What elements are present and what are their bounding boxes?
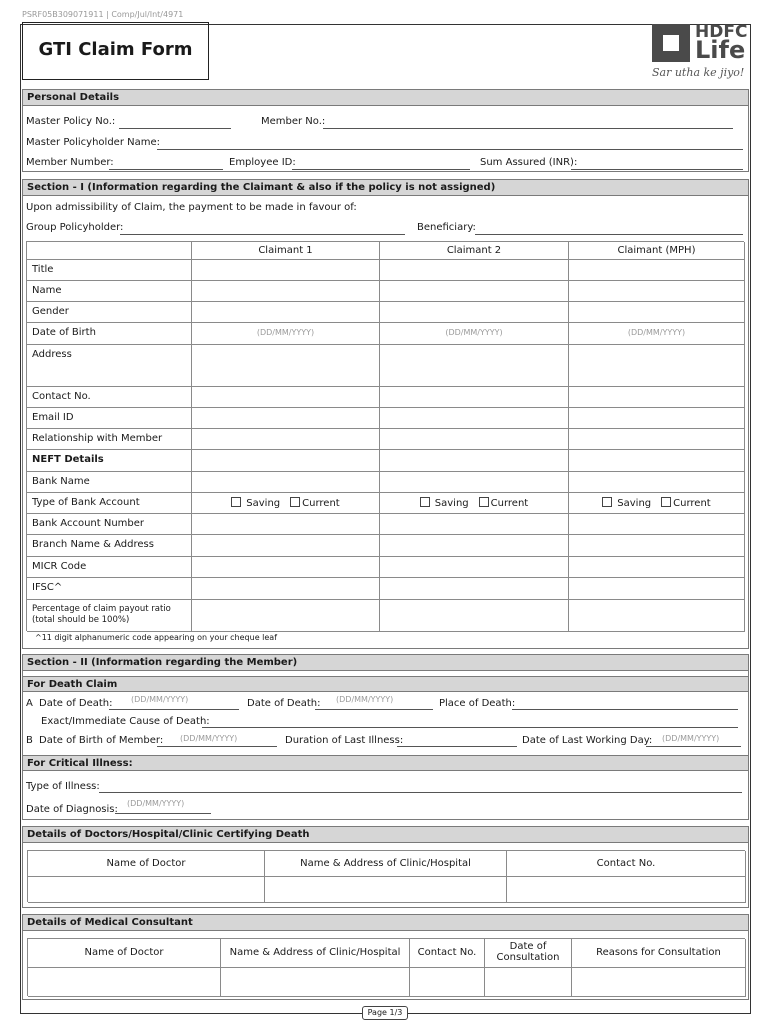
col-claimant-mph: Claimant (MPH) <box>569 242 745 260</box>
claimant-2-gender-cell[interactable] <box>380 302 569 323</box>
last-working-label: Date of Last Working Day: <box>522 735 653 746</box>
row-micr: MICR Code <box>27 557 192 578</box>
medical-clinic-field[interactable] <box>221 968 410 997</box>
cause-label: Exact/Immediate Cause of Death: <box>41 716 210 727</box>
current-checkbox[interactable] <box>661 497 671 507</box>
date-diagnosis-field[interactable] <box>115 813 211 814</box>
date-diagnosis-label: Date of Diagnosis: <box>26 804 118 815</box>
current-label: Current <box>673 498 711 509</box>
medical-heading: Details of Medical Consultant <box>23 915 748 931</box>
saving-label: Saving <box>434 498 469 509</box>
claimant-3-branch-cell[interactable] <box>569 535 745 557</box>
section-1-heading: Section - I (Information regarding the Claimant & also if the policy is not assigned) <box>23 180 748 196</box>
doctors-clinic-field[interactable] <box>265 877 507 903</box>
b-label: B <box>26 735 33 746</box>
section-1-intro: Upon admissibility of Claim, the payment to be made in favour of: <box>26 202 357 213</box>
claimant-3-micr-cell[interactable] <box>569 557 745 578</box>
master-policyholder-label: Master Policyholder Name: <box>26 137 160 148</box>
member-number-label: Member Number: <box>26 157 114 168</box>
claimant-3-account-type-cell <box>569 493 745 514</box>
date-of-death-b-placeholder: (DD/MM/YYYY) <box>336 695 394 704</box>
a-label: A <box>26 698 33 709</box>
row-neft: NEFT Details <box>27 450 192 472</box>
payout-ratio-line2: (total should be 100%) <box>32 615 130 625</box>
title-box <box>22 22 209 80</box>
medical-col-reasons: Reasons for Consultation <box>572 939 746 968</box>
claimant-1-neft-cell[interactable] <box>192 450 380 472</box>
doctors-heading: Details of Doctors/Hospital/Clinic Certifying Death <box>23 827 748 843</box>
saving-checkbox[interactable] <box>231 497 241 507</box>
claimant-3-dob-cell[interactable] <box>569 323 745 345</box>
date-of-death-a-field[interactable] <box>109 709 239 710</box>
medical-col-clinic: Name & Address of Clinic/Hospital <box>221 939 410 968</box>
document-code: PSRF05B309071911 | Comp/Jul/Int/4971 <box>22 10 184 19</box>
logo-line2: Life <box>695 36 746 64</box>
row-bank-name: Bank Name <box>27 472 192 493</box>
master-policyholder-field[interactable] <box>157 149 743 150</box>
claimant-2-ifsc-cell[interactable] <box>380 578 569 600</box>
claimant-1-micr-cell[interactable] <box>192 557 380 578</box>
logo-tagline: Sar utha ke jiyo! <box>652 66 745 79</box>
medical-col-contact: Contact No. <box>410 939 485 968</box>
row-address: Address <box>27 345 192 387</box>
type-illness-label: Type of Illness: <box>26 781 100 792</box>
claimant-1-title-cell[interactable] <box>192 260 380 281</box>
group-policyholder-label: Group Policyholder: <box>26 222 124 233</box>
claimant-3-bank-name-cell[interactable] <box>569 472 745 493</box>
claimant-2-address-cell[interactable] <box>380 345 569 387</box>
payout-ratio-line1: Percentage of claim payout ratio <box>32 604 171 614</box>
claimant-2-account-number-cell[interactable] <box>380 514 569 535</box>
doctors-contact-field[interactable] <box>507 877 746 903</box>
type-illness-field[interactable] <box>99 792 742 793</box>
claimant-1-payout-ratio-cell[interactable] <box>192 600 380 632</box>
employee-id-field[interactable] <box>292 169 470 170</box>
claimant-1-bank-name-cell[interactable] <box>192 472 380 493</box>
row-branch: Branch Name & Address <box>27 535 192 557</box>
medical-name-field[interactable] <box>28 968 221 997</box>
current-label: Current <box>490 498 529 509</box>
date-of-death-b-field[interactable] <box>315 709 433 710</box>
dob-member-placeholder: (DD/MM/YYYY) <box>180 734 238 743</box>
claimant-2-payout-ratio-cell[interactable] <box>380 600 569 632</box>
medical-col-date <box>485 939 572 968</box>
personal-details-section <box>22 89 749 172</box>
claimant-3-title-cell[interactable] <box>569 260 745 281</box>
date-of-death-b-label: Date of Death: <box>247 698 321 709</box>
claimant-2-micr-cell[interactable] <box>380 557 569 578</box>
row-gender: Gender <box>27 302 192 323</box>
claimant-1-gender-cell[interactable] <box>192 302 380 323</box>
master-policy-no-field[interactable] <box>119 128 231 129</box>
logo-line1: HDFC <box>695 22 748 42</box>
claimant-1-contact-cell[interactable] <box>192 387 380 408</box>
claimant-2-relationship-cell[interactable] <box>380 429 569 450</box>
medical-reasons-field[interactable] <box>572 968 746 997</box>
date-of-death-a-placeholder: (DD/MM/YYYY) <box>131 695 189 704</box>
row-dob: Date of Birth <box>27 323 192 345</box>
current-label: Current <box>302 498 340 509</box>
medical-contact-field[interactable] <box>410 968 485 997</box>
hdfc-logo-icon <box>652 24 690 62</box>
row-ifsc: IFSC^ <box>27 578 192 600</box>
duration-field[interactable] <box>397 746 517 747</box>
sum-assured-field[interactable] <box>571 169 743 170</box>
claimant-2-branch-cell[interactable] <box>380 535 569 557</box>
claimant-3-ifsc-cell[interactable] <box>569 578 745 600</box>
claimant-3-name-cell[interactable] <box>569 281 745 302</box>
critical-illness-heading: For Critical Illness: <box>23 755 748 771</box>
saving-label: Saving <box>617 498 652 509</box>
section-2 <box>22 654 749 820</box>
dob-member-field[interactable] <box>157 746 277 747</box>
claimant-1-address-cell[interactable] <box>192 345 380 387</box>
claimant-3-relationship-cell[interactable] <box>569 429 745 450</box>
personal-details-heading: Personal Details <box>23 90 748 106</box>
section-1 <box>22 179 749 649</box>
death-claim-heading: For Death Claim <box>23 676 748 692</box>
row-contact: Contact No. <box>27 387 192 408</box>
claimant-2-name-cell[interactable] <box>380 281 569 302</box>
claimant-3-payout-ratio-cell[interactable] <box>569 600 745 632</box>
medical-table <box>27 938 745 996</box>
current-checkbox[interactable] <box>290 497 300 507</box>
medical-col-name: Name of Doctor <box>28 939 221 968</box>
row-title: Title <box>27 260 192 281</box>
place-of-death-field[interactable] <box>512 709 738 710</box>
doctors-section <box>22 826 749 908</box>
ifsc-footnote: ^11 digit alphanumeric code appearing on your cheque leaf <box>35 633 278 642</box>
saving-checkbox[interactable] <box>420 497 430 507</box>
date-of-death-a-label: Date of Death: <box>39 698 113 709</box>
medical-date-field[interactable] <box>485 968 572 997</box>
current-checkbox[interactable] <box>479 497 489 507</box>
doctors-col-contact: Contact No. <box>507 851 746 877</box>
row-payout-ratio <box>27 600 192 632</box>
claimant-1-account-number-cell[interactable] <box>192 514 380 535</box>
claimant-1-dob-cell[interactable] <box>192 323 380 345</box>
form-title: GTI Claim Form <box>38 39 193 60</box>
claimant-2-email-cell[interactable] <box>380 408 569 429</box>
page-indicator: Page 1/3 <box>362 1006 408 1020</box>
employee-id-label: Employee ID: <box>229 157 296 168</box>
claimant-table <box>26 241 744 631</box>
row-account-number: Bank Account Number <box>27 514 192 535</box>
claimant-3-address-cell[interactable] <box>569 345 745 387</box>
dob-placeholder: (DD/MM/YYYY) <box>445 328 503 337</box>
last-working-field[interactable] <box>646 746 741 747</box>
claimant-2-bank-name-cell[interactable] <box>380 472 569 493</box>
row-account-type: Type of Bank Account <box>27 493 192 514</box>
row-relationship: Relationship with Member <box>27 429 192 450</box>
member-number-field[interactable] <box>109 169 223 170</box>
dob-placeholder: (DD/MM/YYYY) <box>256 328 315 337</box>
medical-section <box>22 914 749 1000</box>
row-name: Name <box>27 281 192 302</box>
doctors-col-name: Name of Doctor <box>28 851 265 877</box>
saving-checkbox[interactable] <box>602 497 612 507</box>
doctors-table <box>27 850 745 902</box>
claimant-2-account-type-cell <box>380 493 569 514</box>
dob-placeholder: (DD/MM/YYYY) <box>627 328 686 337</box>
duration-label: Duration of Last Illness: <box>285 735 404 746</box>
date-diagnosis-placeholder: (DD/MM/YYYY) <box>127 799 185 808</box>
member-no-field[interactable] <box>323 128 733 129</box>
cause-field[interactable] <box>202 727 738 728</box>
place-of-death-label: Place of Death: <box>439 698 516 709</box>
col-claimant-2: Claimant 2 <box>380 242 569 260</box>
claimant-2-title-cell[interactable] <box>380 260 569 281</box>
dob-member-label: Date of Birth of Member: <box>39 735 164 746</box>
claimant-3-neft-cell[interactable] <box>569 450 745 472</box>
col-claimant-1: Claimant 1 <box>192 242 380 260</box>
medical-col-date-line1: Date of <box>509 941 547 952</box>
saving-label: Saving <box>246 498 281 509</box>
medical-col-date-line2: Consultation <box>496 952 560 963</box>
doctors-col-clinic: Name & Address of Clinic/Hospital <box>265 851 507 877</box>
claimant-2-neft-cell[interactable] <box>380 450 569 472</box>
claimant-3-contact-cell[interactable] <box>569 387 745 408</box>
claimant-1-relationship-cell[interactable] <box>192 429 380 450</box>
master-policy-no-label: Master Policy No.: <box>26 116 116 127</box>
claimant-2-dob-cell[interactable] <box>380 323 569 345</box>
claimant-1-name-cell[interactable] <box>192 281 380 302</box>
claimant-1-account-type-cell <box>192 493 380 514</box>
claimant-3-email-cell[interactable] <box>569 408 745 429</box>
group-policyholder-field[interactable] <box>120 234 405 235</box>
claimant-1-branch-cell[interactable] <box>192 535 380 557</box>
claimant-1-email-cell[interactable] <box>192 408 380 429</box>
beneficiary-field[interactable] <box>475 234 743 235</box>
claimant-2-contact-cell[interactable] <box>380 387 569 408</box>
claimant-1-ifsc-cell[interactable] <box>192 578 380 600</box>
member-no-label: Member No.: <box>261 116 326 127</box>
beneficiary-label: Beneficiary: <box>417 222 476 233</box>
last-working-placeholder: (DD/MM/YYYY) <box>662 734 720 743</box>
claimant-3-account-number-cell[interactable] <box>569 514 745 535</box>
sum-assured-label: Sum Assured (INR): <box>480 157 578 168</box>
section-2-heading: Section - II (Information regarding the Member) <box>23 655 748 671</box>
row-email: Email ID <box>27 408 192 429</box>
doctors-name-field[interactable] <box>28 877 265 903</box>
claimant-3-gender-cell[interactable] <box>569 302 745 323</box>
